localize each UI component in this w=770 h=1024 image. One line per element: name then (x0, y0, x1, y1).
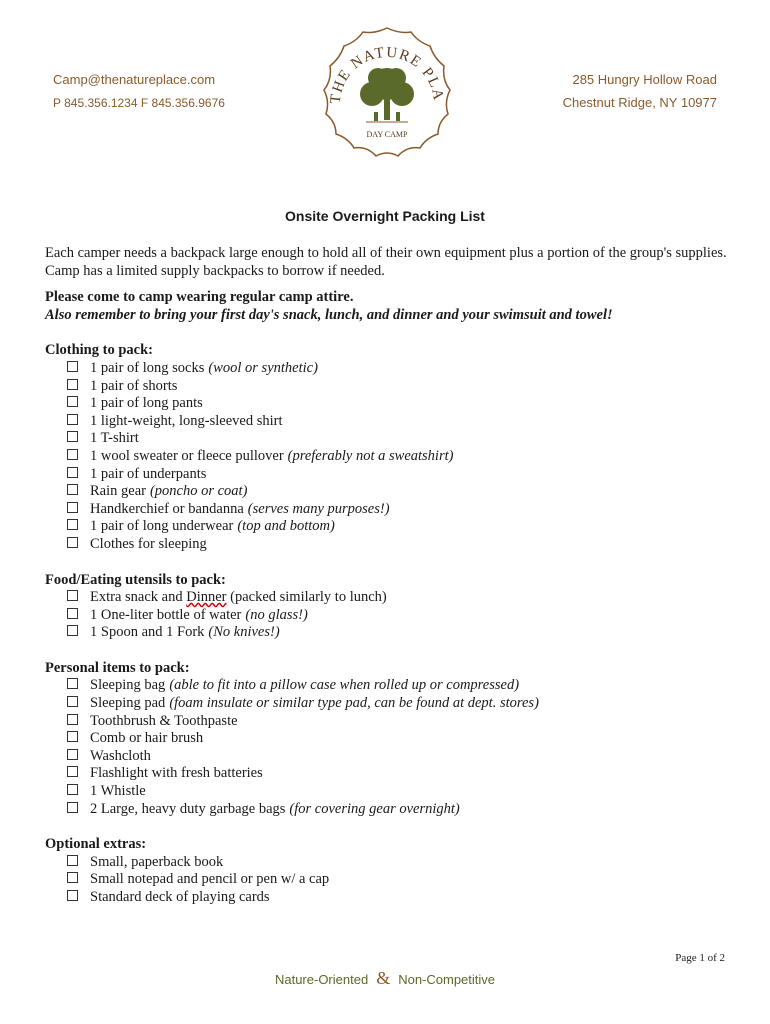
item-text (90, 378, 177, 396)
item-label: Flashlight with fresh batteries (90, 765, 263, 782)
item-label: Standard deck of playing cards (90, 889, 270, 905)
item-text (90, 871, 329, 889)
checklist-item (67, 801, 735, 819)
checkbox-icon[interactable] (67, 414, 78, 425)
item-label: 1 Whistle (90, 783, 146, 800)
item-label: (packed similarly to lunch) (226, 589, 387, 606)
checklist-item (67, 783, 735, 801)
item-text (90, 466, 206, 484)
item-label: 1 T-shirt (90, 430, 139, 447)
item-label: 1 wool sweater or fleece pullover (90, 447, 284, 464)
checklist-item (67, 713, 735, 731)
nature-place-logo (314, 24, 460, 170)
footer-left-text: Nature-Oriented (274, 972, 369, 987)
checkbox-icon[interactable] (67, 379, 78, 390)
checkbox-icon[interactable] (67, 484, 78, 495)
item-note: (wool or synthetic) (208, 359, 318, 376)
checkbox-icon[interactable] (67, 872, 78, 883)
checklist-item (67, 889, 735, 907)
checklist-item (67, 589, 735, 607)
item-label: 1 Spoon and 1 Fork (90, 624, 205, 641)
item-note: (foam insulate or similar type pad, can be found at dept. stores) (169, 695, 539, 712)
clothing-list (45, 360, 735, 554)
item-note: (no glass!) (245, 606, 308, 623)
item-text (90, 713, 238, 731)
checkbox-icon[interactable] (67, 502, 78, 513)
personal-title: Personal items to pack: (45, 659, 190, 676)
checklist-item (67, 871, 735, 889)
item-label: 1 light-weight, long-sleeved shirt (90, 412, 283, 429)
checkbox-icon[interactable] (67, 467, 78, 478)
checklist-item (67, 730, 735, 748)
checkbox-icon[interactable] (67, 361, 78, 372)
item-label: 1 pair of long underwear (90, 518, 234, 535)
item-note: (No knives!) (208, 624, 280, 641)
contact-block (53, 71, 225, 117)
item-text (90, 501, 390, 519)
checklist-item (67, 378, 735, 396)
item-note: (for covering gear overnight) (289, 800, 460, 817)
checkbox-icon[interactable] (67, 396, 78, 407)
item-text (90, 889, 270, 907)
footer-tagline (0, 968, 770, 989)
item-text (90, 360, 318, 378)
item-label: Rain gear (90, 483, 146, 500)
item-text (90, 748, 151, 766)
logo-arc-text: THE NATURE PLA (327, 44, 447, 105)
clothing-section (45, 342, 735, 553)
item-label: Sleeping pad (90, 695, 166, 712)
item-text (90, 607, 308, 625)
item-text (90, 483, 247, 501)
email-text: Camp@thenatureplace.com (53, 72, 216, 87)
checklist-item (67, 607, 735, 625)
item-label: Toothbrush & Toothpaste (90, 712, 238, 729)
item-label: Small, paperback book (90, 853, 224, 870)
checkbox-icon[interactable] (67, 749, 78, 760)
item-label: Small notepad and pencil or pen w/ a cap (90, 871, 330, 888)
checkbox-icon[interactable] (67, 784, 78, 795)
item-label: Comb or hair brush (90, 730, 204, 747)
item-text (90, 536, 207, 554)
checklist-item (67, 854, 735, 872)
item-text (90, 783, 146, 801)
checklist-item (67, 466, 735, 484)
checkbox-icon[interactable] (67, 449, 78, 460)
checkbox-icon[interactable] (67, 537, 78, 548)
item-text (90, 677, 519, 695)
clothing-title: Clothing to pack: (45, 342, 153, 359)
item-label: 1 pair of shorts (90, 377, 178, 394)
item-text (90, 589, 387, 607)
optional-list (45, 854, 735, 907)
attire-notice: Please come to camp wearing regular camp attire. (45, 289, 354, 306)
item-label: 1 pair of underpants (90, 465, 207, 482)
personal-list (45, 677, 735, 818)
checklist-item (67, 448, 735, 466)
item-text (90, 695, 539, 713)
checkbox-icon[interactable] (67, 890, 78, 901)
item-note: (preferably not a sweatshirt) (287, 447, 454, 464)
checkbox-icon[interactable] (67, 855, 78, 866)
footer-ampersand: & (376, 968, 391, 988)
item-note: (top and bottom) (237, 518, 335, 535)
item-label: 1 pair of long socks (90, 359, 205, 376)
item-text (90, 430, 139, 448)
checkbox-icon[interactable] (67, 802, 78, 813)
checkbox-icon[interactable] (67, 608, 78, 619)
address-block (563, 71, 717, 117)
item-label: 1 pair of long pants (90, 395, 203, 412)
checkbox-icon[interactable] (67, 714, 78, 725)
page-number: Page 1 of 2 (675, 952, 725, 964)
address-line-1: 285 Hungry Hollow Road (572, 72, 717, 87)
item-note: (able to fit into a pillow case when rolled up or compressed) (169, 677, 520, 694)
checklist-item (67, 501, 735, 519)
checklist-item (67, 536, 735, 554)
item-label: Clothes for sleeping (90, 535, 207, 552)
item-label: 2 Large, heavy duty garbage bags (90, 800, 286, 817)
checklist-item (67, 483, 735, 501)
item-note: (poncho or coat) (149, 483, 248, 500)
personal-section (45, 660, 735, 818)
checklist-item (67, 765, 735, 783)
checklist-item (67, 413, 735, 431)
checkbox-icon[interactable] (67, 766, 78, 777)
checklist-item (67, 624, 735, 642)
item-text (90, 624, 280, 642)
checkbox-icon[interactable] (67, 590, 78, 601)
checklist-item (67, 695, 735, 713)
item-text (90, 395, 203, 413)
item-text (90, 854, 223, 872)
item-text (90, 801, 460, 819)
checklist-item (67, 518, 735, 536)
document-body (45, 245, 735, 907)
logo-sub-text: DAY CAMP (366, 130, 408, 139)
item-text (90, 730, 203, 748)
food-list (45, 589, 735, 642)
item-label: Extra snack and (90, 589, 187, 606)
item-text (90, 413, 283, 431)
checkbox-icon[interactable] (67, 625, 78, 636)
checkbox-icon[interactable] (67, 431, 78, 442)
page-title: Onsite Overnight Packing List (285, 208, 485, 224)
item-text (90, 518, 335, 536)
checkbox-icon[interactable] (67, 519, 78, 530)
checklist-item (67, 395, 735, 413)
checklist-item (67, 748, 735, 766)
checklist-item (67, 360, 735, 378)
item-note: (serves many purposes!) (247, 500, 390, 517)
item-highlight: Dinner (186, 589, 227, 606)
footer-right-text: Non-Competitive (398, 972, 496, 987)
phone-fax-text: P 845.356.1234 F 845.356.9676 (53, 96, 225, 110)
food-title: Food/Eating utensils to pack: (45, 571, 226, 588)
item-label: Washcloth (90, 747, 151, 764)
checklist-item (67, 677, 735, 695)
checkbox-icon[interactable] (67, 731, 78, 742)
optional-section (45, 836, 735, 906)
optional-title: Optional extras: (45, 836, 147, 853)
item-text (90, 765, 263, 783)
logo-seal-icon (314, 24, 460, 170)
intro-paragraph: Each camper needs a backpack large enough to hold all of their own equipment plus a portion of the group's supplies. Camp has a limited supply backpacks to borrow if needed. (45, 245, 727, 279)
item-label: 1 One-liter bottle of water (90, 606, 242, 623)
item-label: Handkerchief or bandanna (90, 500, 244, 517)
item-text (90, 448, 453, 466)
item-label: Sleeping bag (90, 677, 166, 694)
checkbox-icon[interactable] (67, 696, 78, 707)
meals-reminder: Also remember to bring your first day's snack, lunch, and dinner and your swimsuit and towel! (45, 306, 613, 323)
address-line-2: Chestnut Ridge, NY 10977 (562, 95, 717, 110)
checklist-item (67, 430, 735, 448)
checkbox-icon[interactable] (67, 678, 78, 689)
food-section (45, 572, 735, 642)
